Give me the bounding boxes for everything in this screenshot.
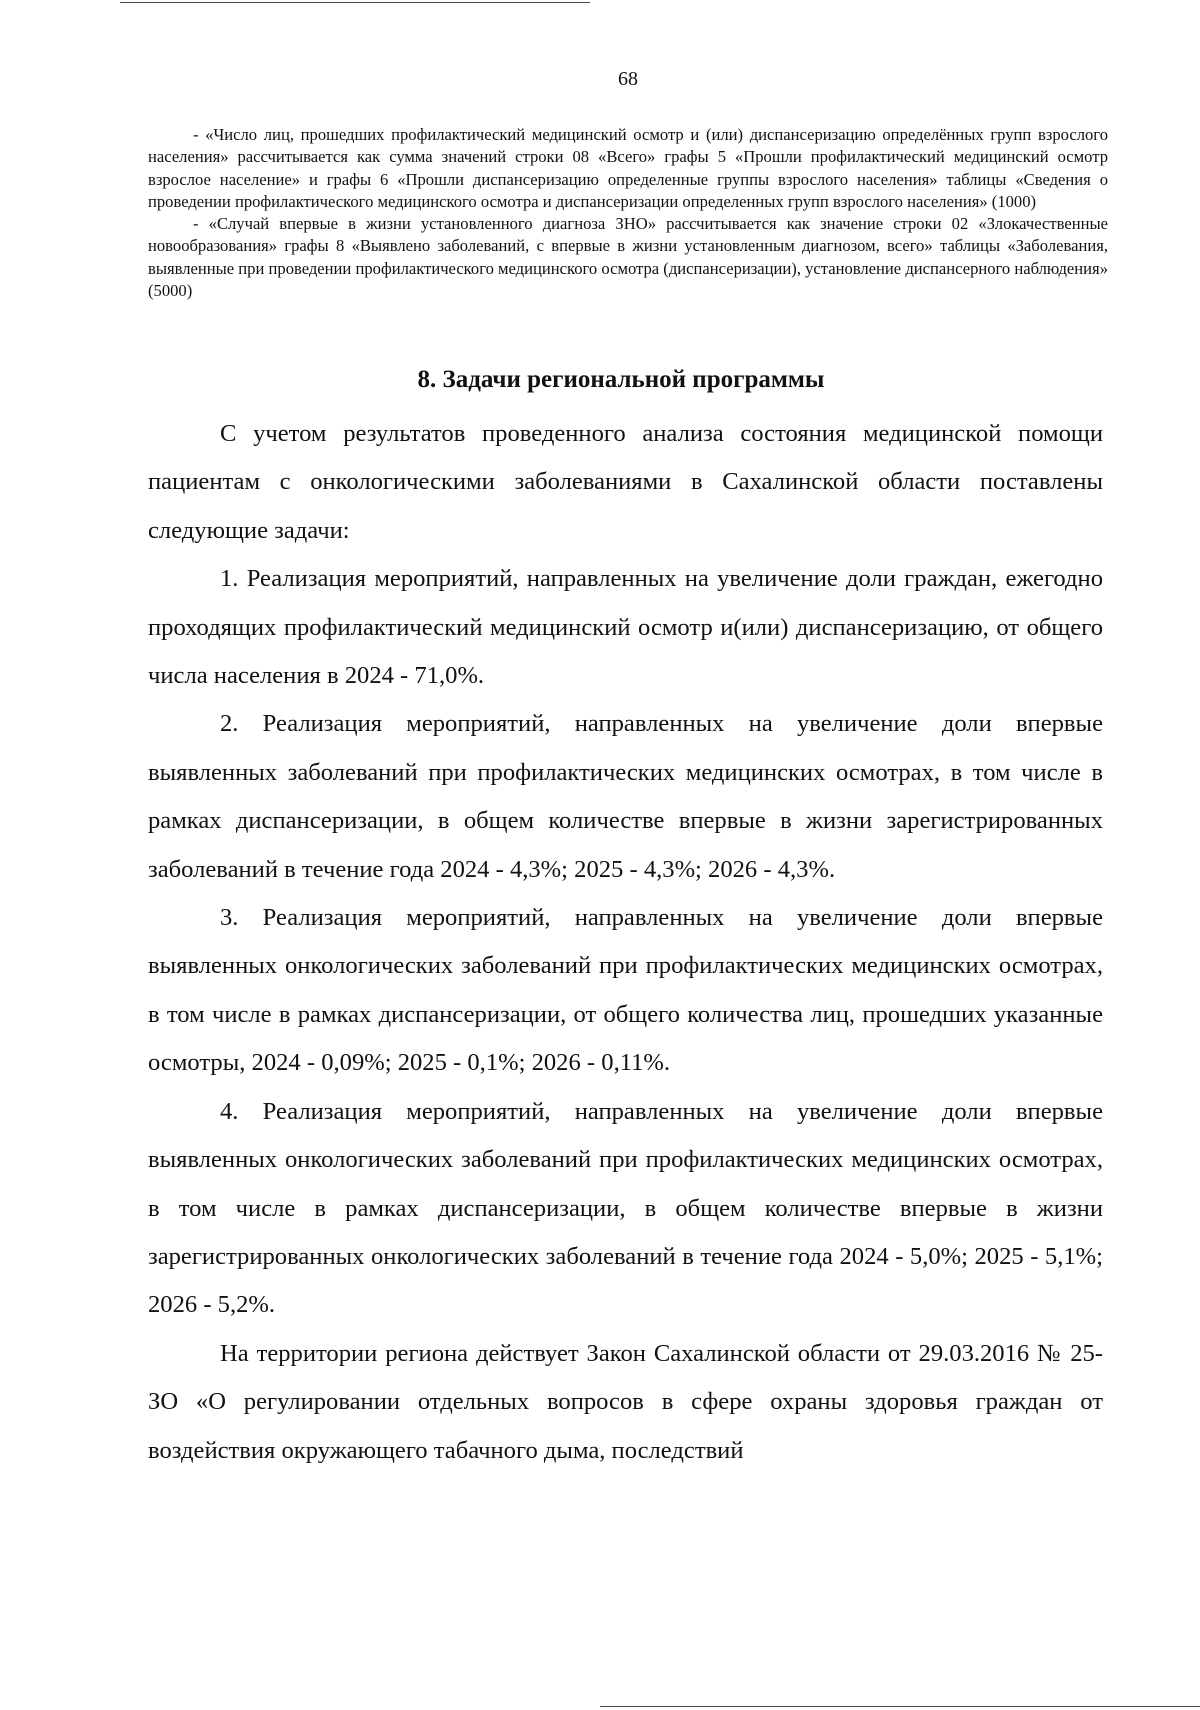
note-paragraph: - «Случай впервые в жизни установленного диагноза ЗНО» рассчитывается как значение строки 02 «Злокачественные новообразования» графы 8 «Выявлено заболеваний, с впервые в жизни установленным диагнозом, всего» таблицы «Заболевания, выявленные при проведении профилактического медицинского осмотра (диспансеризации), установление диспансерного наблюдения» (5000) <box>148 214 1108 301</box>
task-paragraph-2: 2. Реализация мероприятий, направленных на увеличение доли впервые выявленных заболеваний при профилактических медицинских осмотрах, в том числе в рамках диспансеризации, в общем количестве впервые в жизни зарегистрированных заболеваний в течение года 2024 - 4,3%; 2025 - 4,3%; 2026 - 4,3%. <box>148 710 1103 883</box>
task-paragraph-3: 3. Реализация мероприятий, направленных на увеличение доли впервые выявленных онкологических заболеваний при профилактических медицинских осмотрах, в том числе в рамках диспансеризации, от общего количества лиц, прошедших указанные осмотры, 2024 - 0,09%; 2025 - 0,1%; 2026 - 0,11%. <box>148 904 1103 1077</box>
intro-paragraph: С учетом результатов проведенного анализа состояния медицинской помощи пациентам с онкологическими заболеваниями в Сахалинской области поставлены следующие задачи: <box>148 420 1103 544</box>
scan-top-rule-2 <box>480 2 590 3</box>
law-paragraph: На территории региона действует Закон Сахалинской области от 29.03.2016 № 25-ЗО «О регулировании отдельных вопросов в сфере охраны здоровья граждан от воздействия окружающего табачного дыма, последствий <box>148 1339 1103 1464</box>
page-number: 68 <box>618 68 638 90</box>
scan-bottom-rule <box>600 1706 1200 1707</box>
section-heading: 8. Задачи региональной программы <box>417 366 825 393</box>
footnotes-block <box>148 124 1108 302</box>
note-paragraph: - «Число лиц, прошедших профилактический медицинский осмотр и (или) диспансеризацию определённых групп взрослого населения» рассчитывается как сумма значений строки 08 «Всего» графы 5 «Прошли профилактический медицинский осмотр взрослое население» и графы 6 «Прошли диспансеризацию определенные группы взрослого населения» таблицы «Сведения о проведении профилактического медицинского осмотра и диспансеризации определенных групп взрослого населения» (1000) <box>148 125 1108 211</box>
task-paragraph-4: 4. Реализация мероприятий, направленных на увеличение доли впервые выявленных онкологических заболеваний при профилактических медицинских осмотрах, в том числе в рамках диспансеризации, в общем количестве впервые в жизни зарегистрированных онкологических заболеваний в течение года 2024 - 5,0%; 2025 - 5,1%; 2026 - 5,2%. <box>148 1097 1103 1319</box>
body-text <box>148 410 1103 1475</box>
task-paragraph-1: 1. Реализация мероприятий, направленных на увеличение доли граждан, ежегодно проходящих профилактический медицинский осмотр и(или) диспансеризацию, от общего числа населения в 2024 - 71,0%. <box>148 565 1103 690</box>
